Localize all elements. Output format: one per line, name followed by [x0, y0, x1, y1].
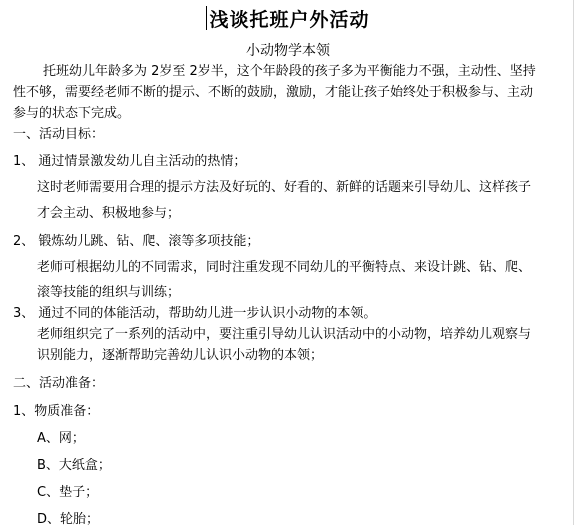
material-item-c: C、垫子；	[37, 485, 99, 500]
text-cursor	[206, 6, 207, 30]
intro-line-2: 性不够，需要经老师不断的提示、不断的鼓励，激励，才能让孩子始终处于积极参与、主动	[13, 85, 534, 100]
page-edge-rule	[573, 0, 574, 525]
intro-line-3: 参与的状态下完成。	[13, 106, 131, 121]
section-1-heading: 一、活动目标：	[13, 127, 105, 142]
goal-3-body-line-1: 老师组织完了一系列的活动中，要注重引导幼儿认识活动中的小动物，培养幼儿观察与	[37, 327, 532, 342]
goal-3-body-line-2: 识别能力，逐渐帮助完善幼儿认识小动物的本领；	[37, 348, 324, 363]
intro-line-1: 托班幼儿年龄多为 2岁至 2岁半，这个年龄段的孩子多为平衡能力不强，主动性、坚持	[43, 64, 536, 79]
title-row	[0, 5, 576, 32]
goal-1-body-line-1: 这时老师需要用合理的提示方法及好玩的、好看的、新鲜的话题来引导幼儿、这样孩子	[37, 180, 532, 195]
document-title-text: 浅谈托班户外活动	[209, 9, 370, 31]
document-subtitle: 小动物学本领	[246, 43, 330, 59]
goal-2-title: 2、 锻炼幼儿跳、钻、爬、滚等多项技能；	[13, 234, 260, 249]
material-item-d: D、轮胎；	[37, 512, 100, 527]
material-item-a: A、网；	[37, 431, 85, 446]
prep-1-title: 1、物质准备：	[13, 404, 100, 419]
goal-2-body-line-1: 老师可根据幼儿的不同需求，同时注重发现不同幼儿的平衡特点、来设计跳、钻、爬、	[37, 260, 532, 275]
material-item-b: B、大纸盒；	[37, 458, 111, 473]
goal-3-title: 3、 通过不同的体能活动，帮助幼儿进一步认识小动物的本领。	[13, 306, 377, 321]
goal-1-body-line-2: 才会主动、积极地参与；	[37, 206, 181, 221]
goal-2-body-line-2: 滚等技能的组织与训练；	[37, 285, 181, 300]
document-title[interactable]	[206, 5, 369, 32]
goal-1-title: 1、 通过情景激发幼儿自主活动的热情；	[13, 154, 247, 169]
section-2-heading: 二、活动准备：	[13, 376, 105, 391]
